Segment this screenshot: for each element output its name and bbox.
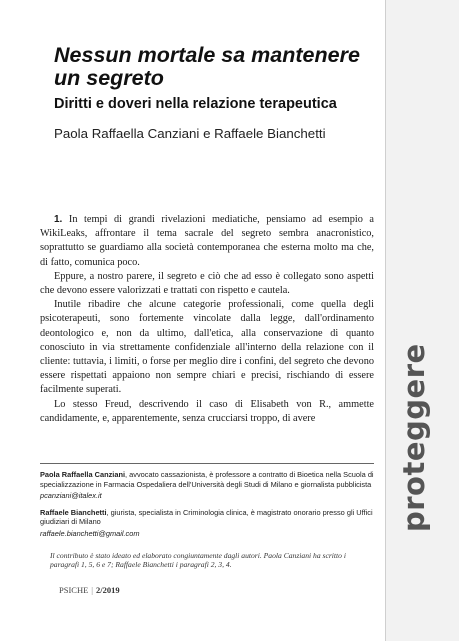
section-number: 1. [54,214,63,225]
sidebar-keyword: proteggere [397,343,431,532]
body-paragraph: Lo stesso Freud, descrivendo il caso di Elisabeth von R., ammette candidamente, e, apparentemente, senza crucciarsi troppo, di avere [40,398,374,424]
journal-issue: 2/2019 [96,585,120,595]
article-body [40,213,374,426]
paragraph-text: In tempi di grandi rivelazioni mediatiche, pensiamo ad esempio a WikiLeaks, affrontare il tema sacrale del segreto sembra anacronistico, soprattutto se guardiamo alla società contemporanea che esterna molto ma che, di fatto, comunica poco. [40,214,374,268]
author-email[interactable] [40,529,374,539]
footer-separator: | [91,585,93,595]
article-subtitle: Diritti e doveri nella relazione terapeutica [54,96,337,112]
author-bio: , avvocato cassazionista, è professore a contratto di Bioetica nella Scuola di specializzazione in Farmacia Ospedaliera dell'Università degli Studi di Milano e giornalista pubblicista [40,470,374,489]
body-paragraph [40,213,374,270]
author-note-2 [40,508,374,527]
sidebar-band [385,0,459,641]
author-notes [40,463,374,570]
author-bio: , giurista, specialista in Criminologia clinica, è magistrato onorario presso gli Uffici giudiziari di Milano [40,507,373,527]
article-title: Nessun mortale sa mantenere un segreto [54,43,360,90]
page-footer [59,585,120,595]
author-name: Paola Raffaella Canziani [40,470,126,479]
journal-name: PSICHE [59,585,89,595]
author-note-1 [40,470,374,489]
body-paragraph: Eppure, a nostro parere, il segreto e ciò che ad esso è collegato sono aspetti che devono essere valorizzati e trattati con rispetto e cautela. [40,270,374,297]
body-paragraph: Inutile ribadire che alcune categorie professionali, come quella degli psicoterapeuti, sono fortemente vincolate dalla legge, dall'ordinamento deontologico e, non da ultimo, dall'etica, alla conservazione di quanto conosciuto in via strettamente confidenziale all'interno della relazione con il cliente: tuttavia, i limiti, o forse per meglio dire i confini, del segreto che devono essere rispettati appaiono non sempre chiari e precisi, rischiando di essere facilmente superati. [40,299,374,396]
contribution-note: Il contributo è stato ideato ed elaborato congiuntamente dagli autori. Paola Canziani ha scritto i paragrafi 1, 5, 6 e 7; Raffaele Bianchetti i paragrafi 2, 3, 4. [50,550,346,570]
email-link[interactable]: pcanziani@italex.it [40,491,102,501]
author-name: Raffaele Bianchetti [40,507,107,517]
email-link[interactable]: raffaele.bianchetti@gmail.com [40,528,140,538]
article-authors: Paola Raffaella Canziani e Raffaele Bianchetti [54,126,326,141]
author-email[interactable] [40,491,374,501]
